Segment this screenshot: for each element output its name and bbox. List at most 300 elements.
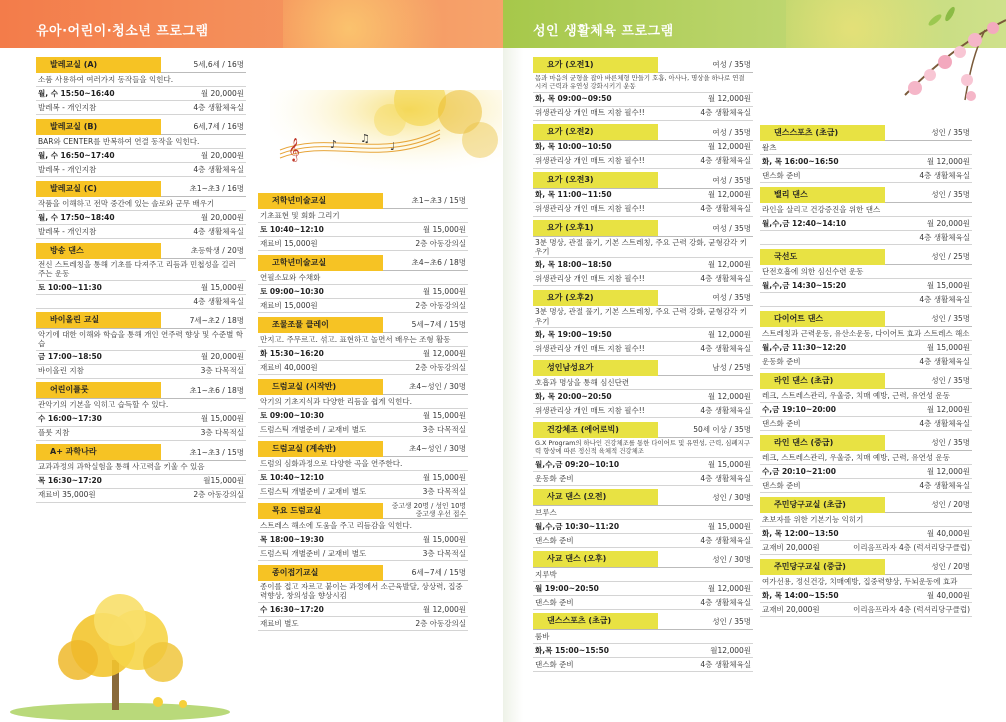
program-name: 댄스스포츠 (초급) <box>533 613 658 629</box>
description-text: 드럼의 심화과정으로 다양한 곡을 연주한다. <box>260 458 403 468</box>
program-info-row <box>533 155 753 169</box>
description-text: 소품 사용하여 여러가지 동작들을 익힌다. <box>38 74 174 84</box>
program-card <box>760 559 972 617</box>
schedule-time: 화, 목 10:00~10:50 <box>535 142 612 152</box>
program-target: 성인 / 35명 <box>931 190 970 199</box>
location: 4층 생활체육실 <box>700 597 751 607</box>
location: 4층 생활체육실 <box>919 356 970 366</box>
program-info-row <box>258 361 468 375</box>
location: 4층 생활체육실 <box>700 659 751 669</box>
program-card <box>36 57 246 115</box>
program-target: 성인 / 35명 <box>931 376 970 385</box>
program-card <box>533 490 753 548</box>
program-card <box>36 181 246 239</box>
program-target: 성인 / 20명 <box>931 500 970 509</box>
program-card <box>258 317 468 375</box>
program-target: 초1~초6 / 18명 <box>189 385 244 395</box>
program-header <box>258 565 468 581</box>
program-info-row <box>760 479 972 493</box>
program-name: 방송 댄스 <box>36 243 161 259</box>
schedule-time: 화, 목 09:00~09:50 <box>535 94 612 104</box>
program-info-row <box>533 203 753 217</box>
program-info-row <box>760 603 972 617</box>
monthly-fee: 월 12,000원 <box>926 156 970 166</box>
monthly-fee: 월 12,000원 <box>707 329 751 339</box>
program-schedule-row <box>533 644 753 658</box>
program-target: 초1~초3 / 16명 <box>189 184 244 193</box>
materials-note: 댄스화 준비 <box>535 659 574 669</box>
location: 4층 생활체육실 <box>700 535 751 545</box>
program-name: 드럼교실 (시작반) <box>258 379 383 395</box>
program-description <box>533 506 753 520</box>
description-text: 여가선용, 정신건강, 치매예방, 집중력향상, 두뇌운동에 효과 <box>762 576 958 586</box>
program-description <box>36 135 246 149</box>
program-schedule-row <box>533 458 753 472</box>
program-schedule-row <box>258 533 468 547</box>
location: 4층 생활체육실 <box>919 294 970 304</box>
program-target: 성인 / 20명 <box>931 562 970 571</box>
program-schedule-row <box>533 141 753 155</box>
schedule-time: 토 09:00~10:30 <box>260 286 324 296</box>
program-description <box>533 376 753 390</box>
program-schedule-row <box>533 582 753 596</box>
schedule-time: 화, 목 19:00~19:50 <box>535 329 612 339</box>
program-card <box>760 249 972 307</box>
schedule-time: 목 16:30~17:20 <box>38 476 102 486</box>
program-description <box>258 395 468 409</box>
program-target: 여성 / 35명 <box>712 60 751 69</box>
program-header <box>533 173 753 189</box>
materials-note: 운동화 준비 <box>535 473 574 483</box>
materials-note: 재료비 15,000원 <box>260 300 318 310</box>
program-card <box>533 552 753 610</box>
monthly-fee: 월 15,000원 <box>926 280 970 290</box>
right-column-2 <box>760 125 972 621</box>
program-header <box>533 221 753 237</box>
location: 4층 생활체육실 <box>700 405 751 415</box>
program-target: 6세,7세 / 16명 <box>193 122 244 131</box>
description-text: 악기의 기초지식과 다양한 리듬을 쉽게 익힌다. <box>260 396 412 406</box>
program-info-row <box>533 596 753 610</box>
monthly-fee: 월 15,000원 <box>707 459 751 469</box>
program-card <box>760 311 972 369</box>
program-info-row <box>533 272 753 286</box>
program-name: 주민당구교실 (중급) <box>760 559 885 575</box>
program-target: 남성 / 25명 <box>712 363 751 373</box>
program-target: 50세 이상 / 35명 <box>693 425 751 435</box>
schedule-time: 금 17:00~18:50 <box>38 352 102 362</box>
schedule-time: 월, 수 16:50~17:40 <box>38 150 115 160</box>
monthly-fee: 월 15,000원 <box>422 410 466 420</box>
program-info-row <box>258 237 468 251</box>
program-description <box>258 581 468 603</box>
location: 4층 생활체육실 <box>919 418 970 428</box>
program-info-row <box>36 225 246 239</box>
program-target: 7세~초2 / 18명 <box>189 315 244 325</box>
materials-note: 댄스화 준비 <box>762 418 801 428</box>
program-header <box>36 445 246 461</box>
description-text: 초보자를 위한 기본기능 익히기 <box>762 514 864 524</box>
program-name: 성인남성요가 <box>533 360 658 376</box>
program-info-row <box>533 472 753 486</box>
program-schedule-row <box>36 87 246 101</box>
program-header <box>533 614 753 630</box>
svg-text:♫: ♫ <box>360 132 370 145</box>
schedule-time: 목 18:00~19:30 <box>260 534 324 544</box>
program-name: 라인 댄스 (초급) <box>760 373 885 389</box>
program-description <box>533 73 753 93</box>
program-name: 주민당구교실 (초급) <box>760 497 885 513</box>
materials-note: 재료비 별도 <box>260 618 299 628</box>
schedule-time: 월,수,금 10:30~11:20 <box>535 521 620 531</box>
monthly-fee: 월 15,000원 <box>422 224 466 234</box>
materials-note: 드럼스틱 개별준비 / 교재비 별도 <box>260 486 367 496</box>
program-target: 초4~성인 / 30명 <box>409 444 466 453</box>
program-card <box>533 422 753 486</box>
program-description <box>760 265 972 279</box>
schedule-time: 월, 수 15:50~16:40 <box>38 88 115 98</box>
program-card <box>258 565 468 631</box>
description-text: 관악기의 기본을 익히고 습득할 수 있다. <box>38 400 169 410</box>
program-target: 여성 / 35명 <box>712 127 751 137</box>
svg-text:𝄞: 𝄞 <box>288 137 300 161</box>
schedule-time: 월 19:00~20:50 <box>535 583 599 593</box>
schedule-time: 토 09:00~10:30 <box>260 410 324 420</box>
materials-note: 댄스화 준비 <box>535 597 574 607</box>
program-name: 댄스스포츠 (초급) <box>760 125 885 141</box>
program-schedule-row <box>533 390 753 404</box>
program-card <box>533 360 753 418</box>
location: 4층 생활체육실 <box>700 108 751 118</box>
description-text: 악기에 대한 이해와 학습을 통해 개인 연주력 향상 및 수준별 학습 <box>38 329 243 349</box>
right-page <box>503 0 1006 722</box>
program-card <box>533 57 753 121</box>
program-name: 사교 댄스 (오전) <box>533 489 658 505</box>
schedule-time: 토 10:40~12:10 <box>260 224 324 234</box>
monthly-fee: 월 20,000원 <box>200 88 244 98</box>
program-schedule-row <box>258 223 468 237</box>
program-card <box>36 243 246 309</box>
program-name: 목요 드럼교실 <box>258 503 383 519</box>
program-header <box>760 373 972 389</box>
music-notes-illustration <box>270 90 502 188</box>
program-header <box>258 317 468 333</box>
program-description <box>760 327 972 341</box>
program-target: 성인 / 35명 <box>712 616 751 626</box>
program-schedule-row <box>258 409 468 423</box>
program-schedule-row <box>760 279 972 293</box>
monthly-fee: 월 12,000원 <box>707 583 751 593</box>
program-description <box>36 259 246 281</box>
location: 4층 생활체육실 <box>700 343 751 353</box>
program-schedule-row <box>760 155 972 169</box>
program-name: 바이올린 교실 <box>36 312 161 328</box>
program-info-row <box>760 231 972 245</box>
program-description <box>760 141 972 155</box>
program-info-row <box>760 293 972 307</box>
program-description <box>533 568 753 582</box>
program-target: 성인 / 25명 <box>931 252 970 261</box>
program-info-row <box>533 404 753 418</box>
program-card <box>533 290 753 356</box>
location: 이리음프라자 4층 (럭셔리당구클럽) <box>853 604 970 614</box>
description-text: G.X Program의 하나인 건강체조를 통한 다이어트 및 유연성, 근력, 심폐지구력 향상에 따른 정신적 육체적 건강체조 <box>535 439 751 456</box>
monthly-fee: 월 15,000원 <box>707 521 751 531</box>
location: 2층 아동강의실 <box>415 362 466 372</box>
description-text: 스트레스 해소에 도움을 주고 리듬감을 익힌다. <box>260 520 412 530</box>
description-text: 교과과정의 과학실험을 통해 사고력을 키울 수 있음 <box>38 462 205 472</box>
program-name: 어린이플룻 <box>36 382 161 398</box>
program-header <box>760 559 972 575</box>
program-target: 초1~초3 / 15명 <box>411 196 466 205</box>
schedule-time: 월,수,금 09:20~10:10 <box>535 459 620 469</box>
program-name: 발레교실 (B) <box>36 119 161 135</box>
schedule-time: 토 10:00~11:30 <box>38 282 102 292</box>
description-text: 작품을 이해하고 전막 중간에 있는 솔로와 군무 배우기 <box>38 198 215 208</box>
program-target: 초등학생 / 20명 <box>190 246 244 255</box>
description-text: 레크, 스트레스관리, 우울증, 치매 예방, 근력, 유연성 운동 <box>762 390 950 400</box>
program-description <box>258 519 468 533</box>
program-name: 고학년미술교실 <box>258 255 383 271</box>
materials-note: 교재비 20,000원 <box>762 604 820 614</box>
description-text: 종이를 접고 자르고 붙이는 과정에서 소근육발달, 상상력, 집중력향상, 창의성을 향상시킴 <box>260 582 463 601</box>
program-header <box>36 243 246 259</box>
program-card <box>533 221 753 287</box>
program-name: 조물조물 클레이 <box>258 317 383 333</box>
program-target: 성인 / 35명 <box>931 314 970 323</box>
location: 2층 아동강의실 <box>415 618 466 628</box>
schedule-time: 화, 목 16:00~16:50 <box>762 156 839 166</box>
monthly-fee: 월 20,000원 <box>926 218 970 228</box>
program-schedule-row <box>36 351 246 365</box>
monthly-fee: 월 40,000원 <box>926 590 970 600</box>
program-name: 사교 댄스 (오후) <box>533 551 658 567</box>
program-header <box>760 125 972 141</box>
schedule-time: 수,금 19:10~20:00 <box>762 404 836 414</box>
monthly-fee: 월15,000원 <box>203 476 244 486</box>
location: 4층 생활체육실 <box>700 274 751 284</box>
program-card <box>760 497 972 555</box>
program-header <box>36 313 246 329</box>
program-header <box>36 181 246 197</box>
program-card <box>258 193 468 251</box>
description-text: 몸과 마음의 균형을 잡아 바른체형 만들기 호흡, 아사나, 명상을 하나로 연결 시켜 근력과 유연성 강화시키기 운동 <box>535 74 745 91</box>
description-text: 룸바 <box>535 631 550 641</box>
schedule-time: 월,수,금 11:30~12:20 <box>762 342 847 352</box>
program-name: 밸리 댄스 <box>760 187 885 203</box>
program-header <box>258 503 468 519</box>
description-text: 왈츠 <box>762 142 777 152</box>
location: 3층 다목적실 <box>200 366 244 376</box>
program-info-row <box>258 423 468 437</box>
program-name: 국선도 <box>760 249 885 265</box>
program-schedule-row <box>258 347 468 361</box>
program-description <box>36 399 246 413</box>
program-target: 초4~성인 / 30명 <box>409 382 466 391</box>
svg-text:♪: ♪ <box>330 138 338 151</box>
materials-note: 위생관리상 개인 매트 지참 필수!! <box>535 204 645 214</box>
program-name: 요가 (오전3) <box>533 172 658 188</box>
header-light-decoration <box>283 0 503 48</box>
materials-note: 플룻 지참 <box>38 428 70 438</box>
program-header <box>36 383 246 399</box>
program-header <box>760 249 972 265</box>
monthly-fee: 월 15,000원 <box>422 534 466 544</box>
program-info-row <box>760 355 972 369</box>
description-text: 연필소묘와 수채화 <box>260 272 321 282</box>
materials-note: 바이올린 지참 <box>38 366 84 376</box>
program-info-row <box>258 485 468 499</box>
program-name: 요가 (오전2) <box>533 124 658 140</box>
schedule-time: 토 10:40~12:10 <box>260 472 324 482</box>
program-description <box>533 306 753 328</box>
program-target: 성인 / 35명 <box>931 438 970 447</box>
program-header <box>258 193 468 209</box>
program-info-row <box>760 417 972 431</box>
schedule-time: 월,수,금 14:30~15:20 <box>762 280 847 290</box>
program-description <box>36 197 246 211</box>
program-card <box>533 125 753 169</box>
program-info-row <box>36 101 246 115</box>
program-schedule-row <box>533 258 753 272</box>
program-card <box>36 313 246 379</box>
program-info-row <box>760 169 972 183</box>
program-header <box>760 435 972 451</box>
program-schedule-row <box>760 341 972 355</box>
description-text: BAR와 CENTER를 반복하여 연결 동작을 익힌다. <box>38 136 200 146</box>
program-info-row <box>533 107 753 121</box>
description-text: 기초표현 및 회화 그리기 <box>260 210 340 220</box>
description-text: 전신 스트레칭을 통해 기초를 다져주고 리듬과 민첩성을 길러 주는 운동 <box>38 260 236 279</box>
program-schedule-row <box>36 413 246 427</box>
description-text: 라인을 살리고 건강증진을 위한 댄스 <box>762 204 881 214</box>
schedule-time: 화, 목 11:00~11:50 <box>535 190 612 200</box>
monthly-fee: 월12,000원 <box>710 645 751 655</box>
program-header <box>36 57 246 73</box>
location: 4층 생활체육실 <box>700 156 751 166</box>
program-description <box>760 451 972 465</box>
program-schedule-row <box>533 520 753 534</box>
program-description <box>36 73 246 87</box>
program-header <box>760 311 972 327</box>
program-description <box>760 513 972 527</box>
program-info-row <box>760 541 972 555</box>
program-target: 성인 / 30명 <box>712 492 751 502</box>
program-name: 요가 (오후1) <box>533 220 658 236</box>
left-page-title: 유아·어린이·청소년 프로그램 <box>36 24 209 39</box>
program-card <box>258 379 468 437</box>
materials-note: 댄스화 준비 <box>762 480 801 490</box>
program-target: 5세~7세 / 15명 <box>411 320 466 329</box>
location: 4층 생활체육실 <box>193 226 244 236</box>
location: 3층 다목적실 <box>422 424 466 434</box>
materials-note: 드럼스틱 개별준비 / 교재비 별도 <box>260 424 367 434</box>
program-name: 발레교실 (A) <box>36 57 161 73</box>
schedule-time: 화 15:30~16:20 <box>260 348 324 358</box>
program-description <box>36 329 246 351</box>
program-header <box>533 57 753 73</box>
materials-note: 드럼스틱 개별준비 / 교재비 별도 <box>260 548 367 558</box>
schedule-time: 화, 목 14:00~15:50 <box>762 590 839 600</box>
program-info-row <box>533 658 753 672</box>
program-name: 건강체조 (에어로빅) <box>533 422 658 438</box>
program-target: 중고생 20명 / 성인 10명 중고생 우선 접수 <box>391 502 466 518</box>
materials-note: 댄스화 준비 <box>762 170 801 180</box>
program-description <box>760 389 972 403</box>
program-description <box>760 575 972 589</box>
program-target: 성인 / 35명 <box>931 128 970 137</box>
description-text: 스트레칭과 근력운동, 유산소운동, 다이어트 효과 스트레스 해소 <box>762 328 970 338</box>
svg-text:♩: ♩ <box>390 140 396 153</box>
schedule-time: 화, 목 20:00~20:50 <box>535 391 612 401</box>
location: 3층 다목적실 <box>422 548 466 558</box>
program-target: 성인 / 30명 <box>712 554 751 564</box>
location: 3층 다목적실 <box>200 428 244 438</box>
schedule-time: 월,수,금 12:40~14:10 <box>762 218 847 228</box>
description-text: 브루스 <box>535 507 557 517</box>
location: 4층 생활체육실 <box>700 204 751 214</box>
program-description <box>760 203 972 217</box>
materials-note: 재료비 40,000원 <box>260 362 318 372</box>
program-info-row <box>36 365 246 379</box>
left-header-banner <box>0 0 503 48</box>
description-text: 3분 명상, 관절 풀기, 기본 스트레칭, 주요 근력 강화, 균형감각 키우기 <box>535 237 748 257</box>
program-name: 요가 (오후2) <box>533 290 658 306</box>
program-description <box>258 271 468 285</box>
materials-note: 재료비 35,000원 <box>38 490 96 500</box>
right-page-title: 성인 생활체육 프로그램 <box>533 24 674 39</box>
monthly-fee: 월 12,000원 <box>707 391 751 401</box>
description-text: 지루박 <box>535 569 557 579</box>
program-card <box>36 119 246 177</box>
program-description <box>258 333 468 347</box>
program-info-row <box>36 163 246 177</box>
materials-note: 위생관리상 개인 매트 지참 필수!! <box>535 343 645 353</box>
location: 4층 생활체육실 <box>919 480 970 490</box>
description-text: 만지고. 주무르고. 섞고. 표현하고 놀면서 배우는 조형 활동 <box>260 334 451 344</box>
program-schedule-row <box>760 589 972 603</box>
description-text: 호흡과 명상을 통해 심신단련 <box>535 377 630 387</box>
monthly-fee: 월 15,000원 <box>200 414 244 424</box>
monthly-fee: 월 20,000원 <box>200 212 244 222</box>
program-info-row <box>36 295 246 309</box>
program-header <box>258 441 468 457</box>
program-schedule-row <box>36 149 246 163</box>
program-name: 드럼교실 (계속반) <box>258 441 383 457</box>
program-target: 여성 / 35명 <box>712 175 751 185</box>
program-info-row <box>258 299 468 313</box>
program-description <box>533 630 753 644</box>
location: 2층 아동강의실 <box>415 300 466 310</box>
location: 4층 생활체육실 <box>919 232 970 242</box>
schedule-time: 화,목 15:00~15:50 <box>535 645 609 655</box>
program-schedule-row <box>36 211 246 225</box>
monthly-fee: 월 12,000원 <box>707 190 751 200</box>
monthly-fee: 월 20,000원 <box>200 352 244 362</box>
monthly-fee: 월 12,000원 <box>926 404 970 414</box>
left-column-1 <box>36 57 246 507</box>
schedule-time: 수 16:00~17:30 <box>38 414 102 424</box>
program-info-row <box>258 617 468 631</box>
program-description <box>258 209 468 223</box>
program-info-row <box>258 547 468 561</box>
monthly-fee: 월 12,000원 <box>422 604 466 614</box>
program-schedule-row <box>533 93 753 107</box>
monthly-fee: 월 15,000원 <box>422 286 466 296</box>
program-schedule-row <box>36 475 246 489</box>
program-header <box>258 255 468 271</box>
materials-note: 교재비 20,000원 <box>762 542 820 552</box>
